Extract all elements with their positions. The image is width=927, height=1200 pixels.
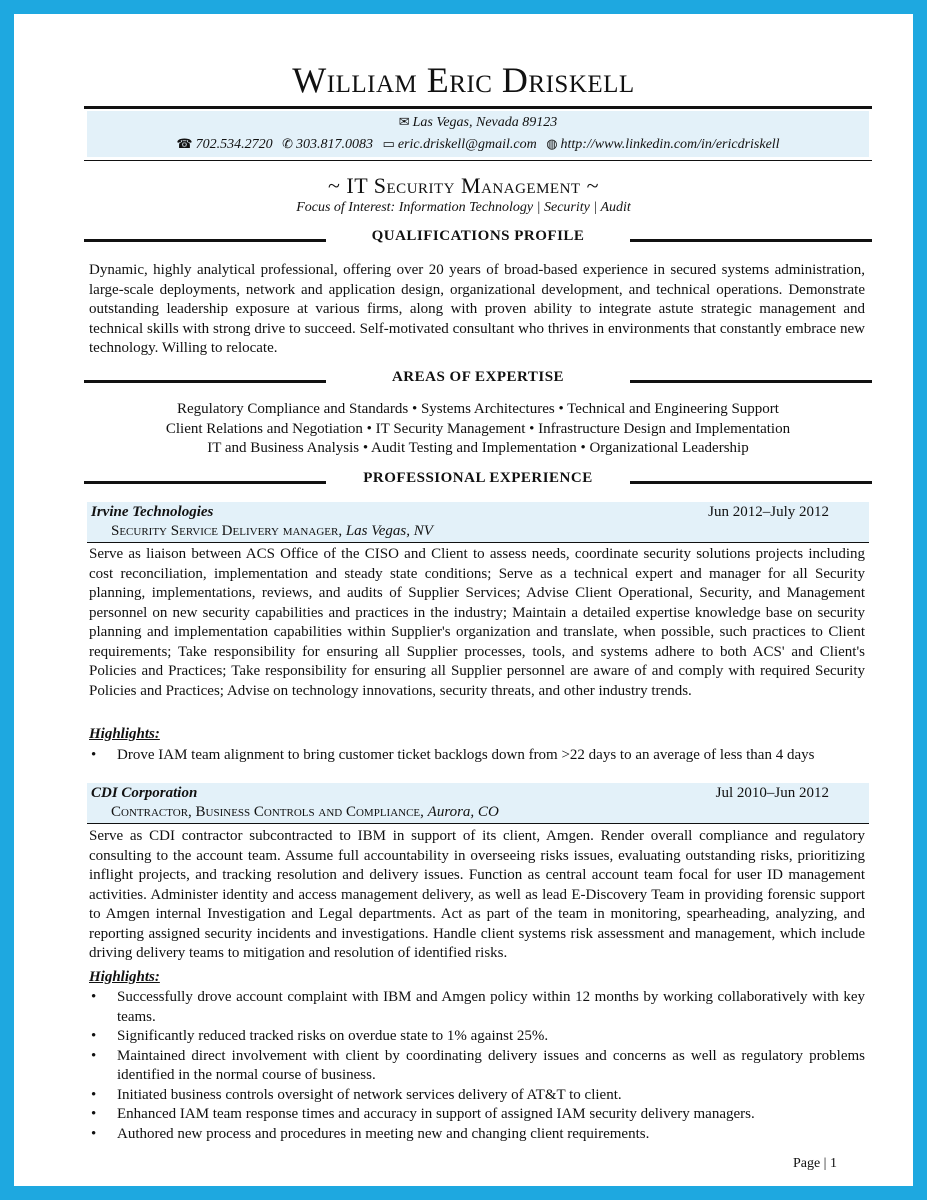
list-item: • Initiated business controls oversight of network services delivery of AT&T to client. xyxy=(89,1086,865,1106)
company-name: CDI Corporation xyxy=(91,785,198,801)
email[interactable]: eric.driskell@gmail.com xyxy=(397,137,537,152)
role-location: Las Vegas, NV xyxy=(345,523,433,539)
globe-icon: ◍ xyxy=(546,136,558,151)
phone-icon: ☎ xyxy=(176,136,193,151)
expertise-line: IT and Business Analysis • Audit Testing and Implementation • Organizational Leadership xyxy=(207,440,749,456)
heading-rule-right xyxy=(630,481,872,484)
linkedin-url[interactable]: http://www.linkedin.com/in/ericdriskell xyxy=(560,137,780,152)
focus-of-interest: Focus of Interest: Information Technology | Security | Audit xyxy=(296,200,631,215)
qualifications-text: Dynamic, highly analytical professional, offering over 20 years of broad-based experience in secured systems administration, large-scale deployments, network and application design, organizational development, and technical operations. Demonstrate outstanding leadership exposure at various firms, along with proven ability to integrate astute strategic management and technical skills with strong drive to succeed. Self-motivated consultant who thrives in environments that constantly embrace new technology. Willing to relocate. xyxy=(89,262,865,356)
job-description: Serve as liaison between ACS Office of the CISO and Client to assess needs, coordinate security solutions projects including cost reconciliation, implementation and steady state conditions; Serve as a technical expert and manager for all Security planning, implementations, reviews, and audits of Supplier Services; Advise Client Operational, Security, and Management personnel on new security capabilities and practices in the industry; Maintain a detailed expertise knowledge base on security planning and implementation capabilities within Supplier's organization and translate, when possible, such practices to Client requirements; Take responsibility for ensuring all Supplier processes, tools, and systems adhere to both ACS' and Client's Policies and Practices; Take responsibility for ensuring all Supplier personnel are aware of and comply with required Security Policies and Practices; Advise on technology innovations, security threats, and other industry trends. xyxy=(89,546,865,699)
section-title: PROFESSIONAL EXPERIENCE xyxy=(363,470,593,486)
list-item: • Successfully drove account complaint with IBM and Amgen policy within 12 months by working collaboratively with key teams. xyxy=(89,988,865,1027)
page-number: Page | 1 xyxy=(792,1156,837,1171)
section-heading-qualifications xyxy=(84,228,872,252)
role-title: Contractor, Business Controls and Compliance, xyxy=(111,804,424,820)
list-item: • Maintained direct involvement with client by coordinating delivery issues and concerns as well as regulatory problems identified in the normal course of business. xyxy=(89,1047,865,1086)
mobile: 303.817.0083 xyxy=(296,137,374,152)
phone: 702.534.2720 xyxy=(195,137,273,152)
computer-icon: ▭ xyxy=(382,136,395,151)
list-item: • Significantly reduced tracked risks on overdue state to 1% against 25%. xyxy=(89,1027,865,1047)
company-name: Irvine Technologies xyxy=(91,504,214,520)
highlights-label: Highlights: xyxy=(89,969,160,985)
mobile-icon: ✆ xyxy=(282,136,294,151)
envelope-icon: ✉ xyxy=(398,114,410,129)
candidate-name: William Eric Driskell xyxy=(292,60,635,100)
job-description: Serve as CDI contractor subcontracted to IBM in support of its client, Amgen. Render overall compliance and regulatory consulting to the account team. Assume full accountability in overseeing risks issues, evaluating outstanding risks, prioritizing inflight projects, and tracking resolution and delivery issues. Function as central account team focal for user ID management activities. Administer identity and access management delivery, as well as lead E-Discovery Team in providing forensic support to Amgen internal Investigation and Legal departments. Act as part of the team in monitoring, spearheading, analyzing, and reporting assigned security incidents and investigations. Handle client systems risk assessment and management, which include driving delivery teams to mitigation and resolution of identified risks. xyxy=(89,828,865,961)
header-rule-bottom xyxy=(84,160,872,161)
job-header-rule xyxy=(87,542,869,543)
section-heading-experience xyxy=(84,470,872,494)
highlights-list xyxy=(89,746,865,766)
address-line xyxy=(87,111,869,133)
expertise-line: Regulatory Compliance and Standards • Systems Architectures • Technical and Engineering Support xyxy=(177,401,779,417)
expertise-list xyxy=(84,400,872,459)
job-header-rule xyxy=(87,823,869,824)
headline-title: ~ IT Security Management ~ xyxy=(328,173,599,198)
header-rule-top xyxy=(84,106,872,109)
heading-rule-right xyxy=(630,380,872,383)
role-title: Security Service Delivery manager, xyxy=(111,523,343,539)
job-role xyxy=(111,523,433,540)
section-title: QUALIFICATIONS PROFILE xyxy=(371,228,585,244)
expertise-line: Client Relations and Negotiation • IT Security Management • Infrastructure Design and Implementation xyxy=(165,420,791,437)
list-item: • Drove IAM team alignment to bring customer ticket backlogs down from >22 days to an average of less than 4 days xyxy=(89,746,865,766)
job-dates: Jul 2010–Jun 2012 xyxy=(715,785,829,801)
list-item: • Authored new process and procedures in meeting new and changing client requirements. xyxy=(89,1125,865,1145)
highlights-label: Highlights: xyxy=(89,726,160,742)
job-dates: Jun 2012–July 2012 xyxy=(708,504,829,520)
address: Las Vegas, Nevada 89123 xyxy=(412,115,558,130)
role-location: Aurora, CO xyxy=(427,804,499,820)
heading-rule-right xyxy=(630,239,872,242)
section-title: AREAS OF EXPERTISE xyxy=(391,369,565,385)
contact-line xyxy=(87,133,869,155)
section-heading-expertise xyxy=(84,369,872,393)
job-role xyxy=(111,804,499,821)
list-item: • Enhanced IAM team response times and accuracy in support of assigned IAM security delivery managers. xyxy=(89,1105,865,1125)
contact-block xyxy=(87,111,869,157)
highlights-list xyxy=(89,988,865,1144)
